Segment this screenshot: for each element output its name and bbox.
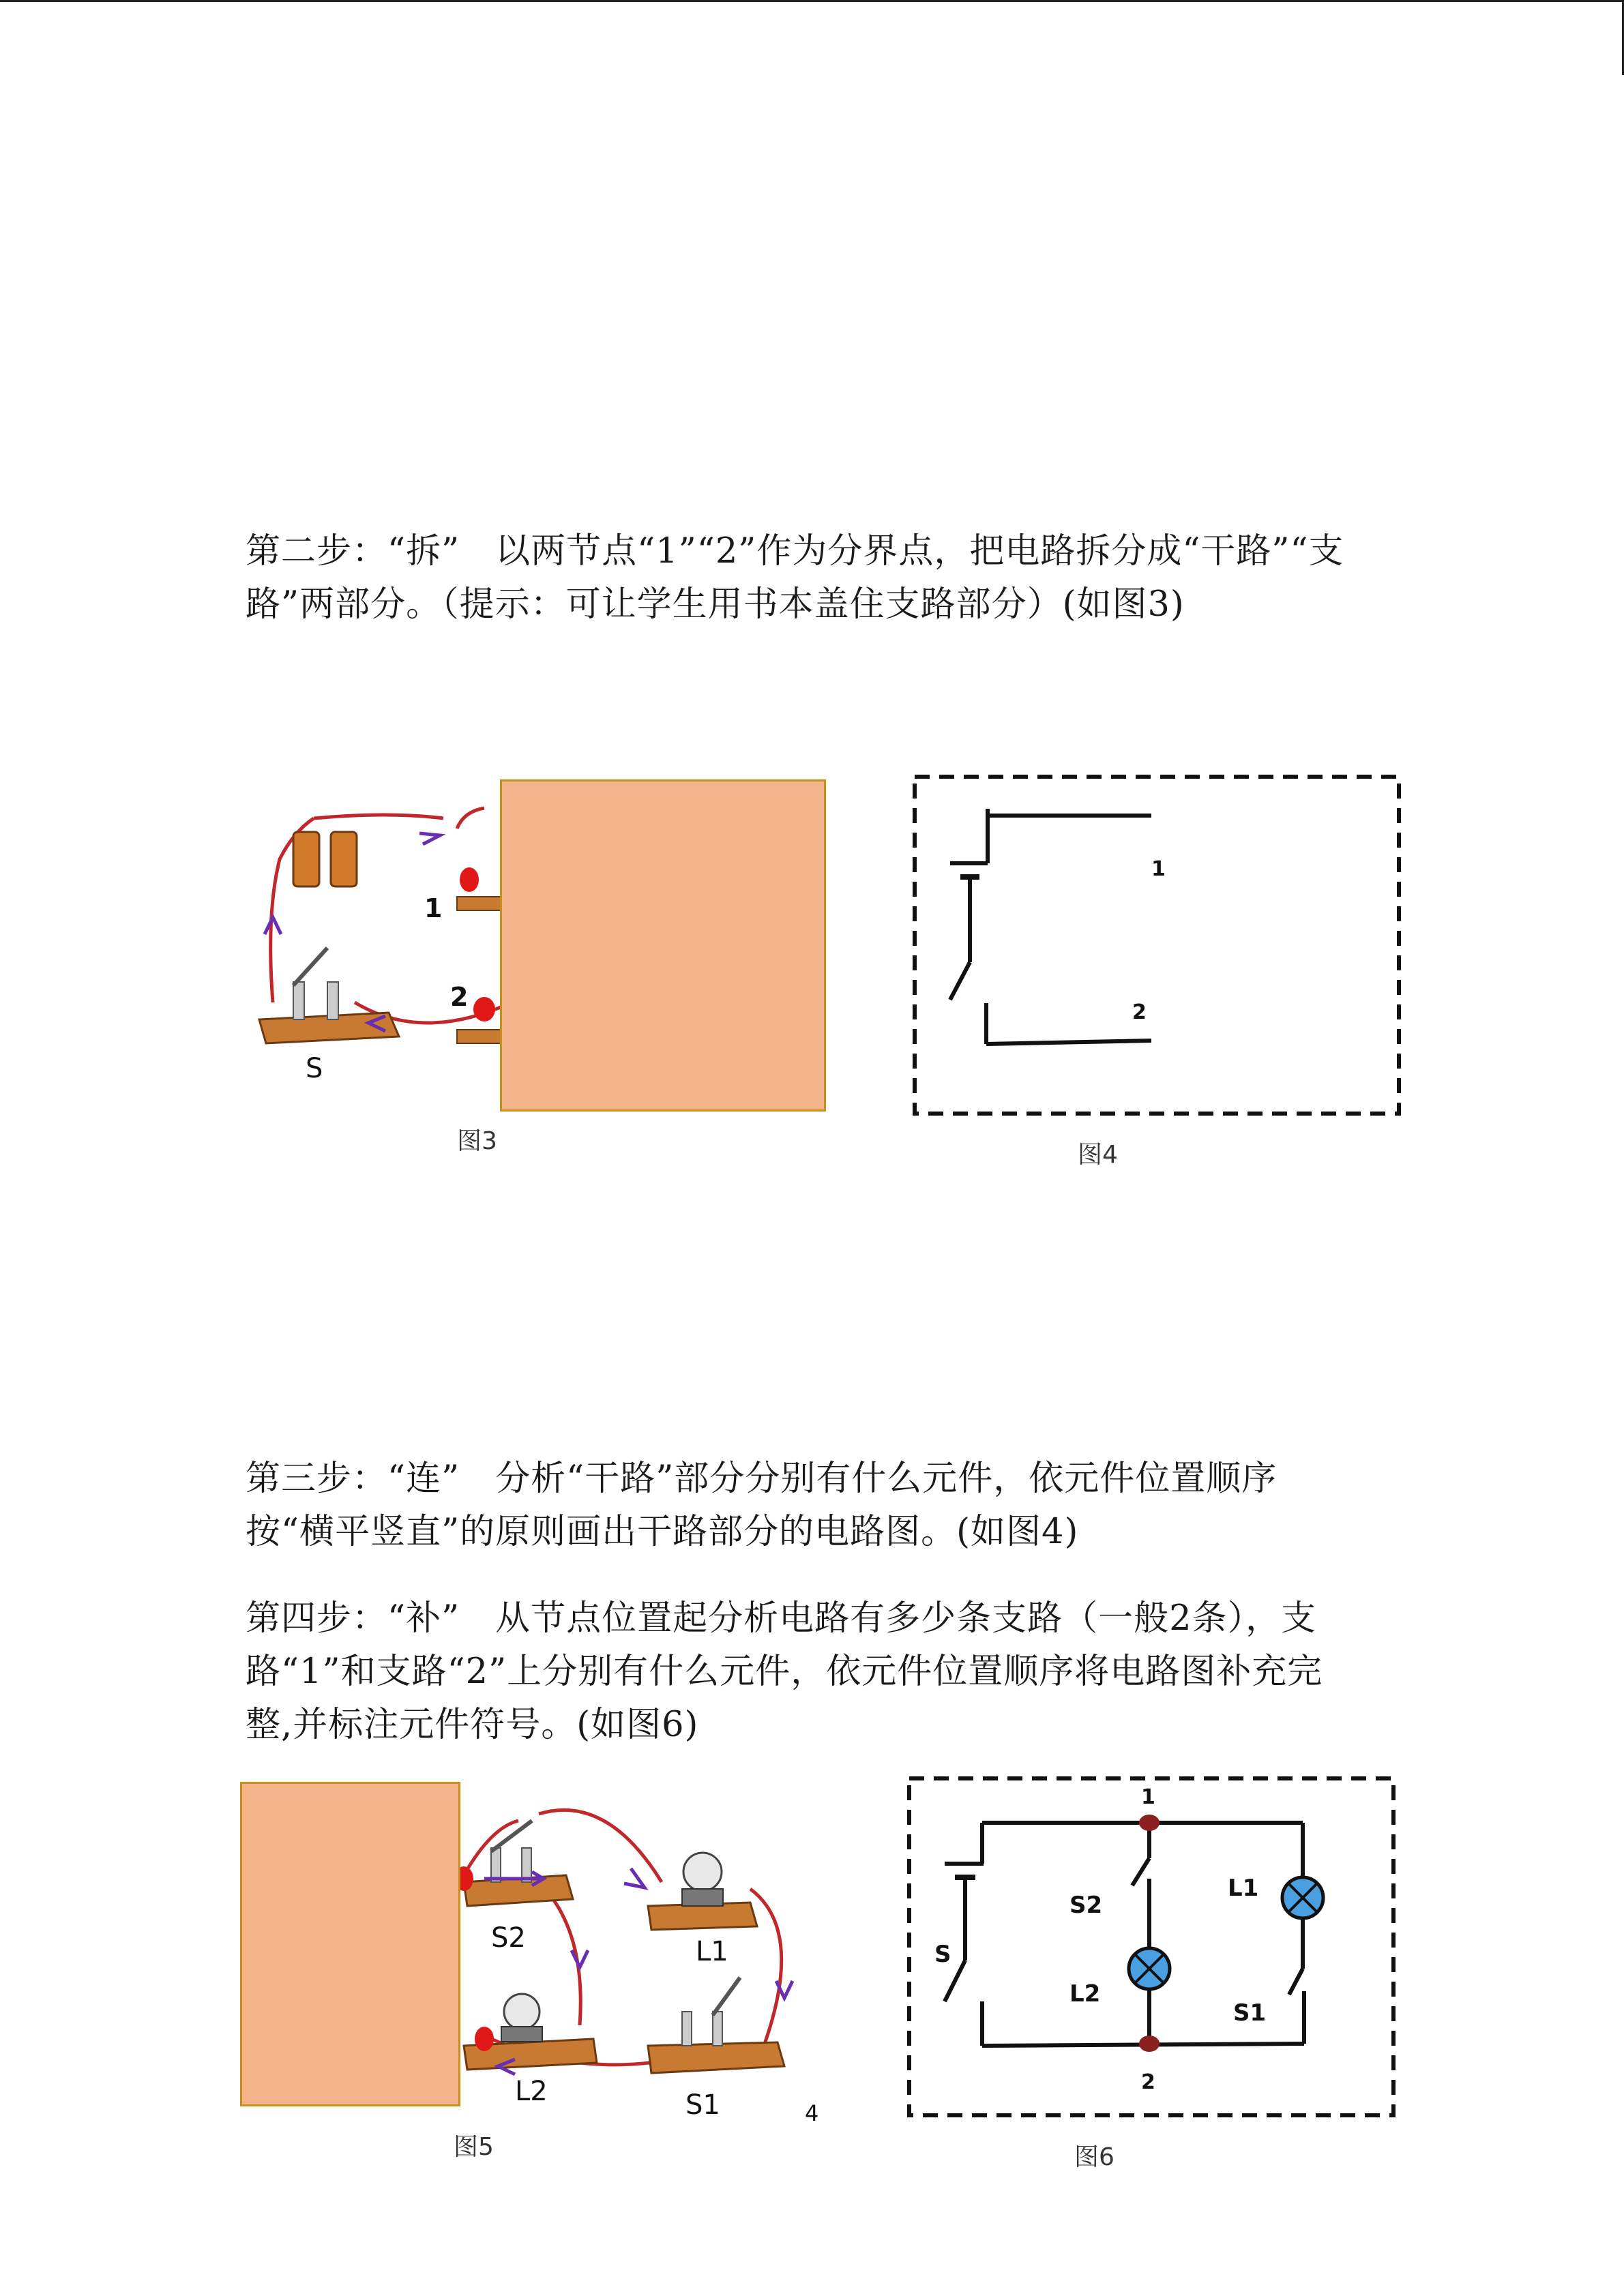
page-top-border — [0, 0, 1624, 2]
node-label-1: 1 — [1151, 857, 1166, 881]
figure-6-caption: 图6 — [1074, 2143, 1114, 2171]
lamp-l1-bulb — [683, 1853, 722, 1891]
label-s1: S1 — [1233, 1999, 1267, 2027]
node-dot-2 — [1139, 2036, 1160, 2052]
wire — [986, 1041, 1151, 1044]
figure-6-circuit — [907, 1776, 1396, 2117]
lamp-l2-socket — [501, 2027, 542, 2042]
figure-4-caption: 图4 — [1078, 1141, 1118, 1169]
label-s1: S1 — [685, 2089, 720, 2121]
lamp-base — [457, 897, 505, 910]
lamp-l2-bulb — [504, 1994, 540, 2029]
figure-5-photo — [450, 1773, 832, 2134]
battery-cell — [293, 832, 319, 886]
book-cover-block — [500, 779, 826, 1112]
switch-lever — [491, 1821, 532, 1851]
switch-s1-blade — [1289, 1969, 1303, 1995]
node-dot — [475, 2027, 494, 2051]
node-dot-1 — [460, 867, 479, 892]
node-label-1: 1 — [1141, 1785, 1155, 1809]
label-l1: L1 — [1228, 1875, 1259, 1902]
step2-paragraph: 第二步：“拆” 以两节点“1”“2”作为分界点，把电路拆分成“干路”“支路”两部分。（提示：可让学生用书本盖住支路部分）(如图3) — [246, 531, 1344, 625]
node-label-2: 2 — [450, 982, 469, 1012]
label-s: S — [934, 1941, 951, 1968]
label-l2: L2 — [515, 2076, 548, 2107]
wire — [750, 1889, 782, 2046]
figure-5-caption: 图5 — [454, 2133, 494, 2161]
figure-3-caption: 图3 — [457, 1127, 497, 1155]
battery-cell — [331, 832, 357, 886]
switch-blade — [950, 962, 970, 1000]
lamp-l1-socket — [682, 1889, 723, 1906]
current-arrow — [419, 833, 440, 844]
current-arrow — [265, 917, 281, 934]
switch-post — [713, 2012, 722, 2046]
step3-paragraph: 第三步：“连” 分析“干路”部分分别有什么元件，依元件位置顺序按“横平竖直”的原则画出干路部分的电路图。(如图4) — [246, 1459, 1278, 1552]
wire — [539, 1810, 662, 1882]
current-arrow — [572, 1950, 588, 1967]
label-l2: L2 — [1069, 1980, 1101, 2008]
figure-4-circuit — [913, 775, 1401, 1116]
switch-post — [327, 982, 338, 1019]
node-label-1: 1 — [424, 893, 443, 923]
node-dot-2 — [473, 997, 495, 1022]
switch-post — [293, 982, 304, 1019]
node-label-2: 2 — [1132, 1000, 1147, 1024]
label-s2: S2 — [491, 1922, 526, 1954]
wire — [457, 808, 484, 829]
label-s2: S2 — [1069, 1892, 1103, 1919]
corner-number: 4 — [805, 2100, 819, 2126]
lamp-base — [457, 1030, 505, 1043]
node-dot-1 — [1139, 1815, 1160, 1831]
step4-paragraph: 第四步：“补” 从节点位置起分析电路有多少条支路（一般2条），支路“1”和支路“2”上分别有什么元件，依元件位置顺序将电路图补充完整,并标注元件符号。(如图6) — [246, 1598, 1323, 1745]
book-cover-block — [240, 1782, 460, 2106]
switch-label-s: S — [306, 1053, 323, 1084]
switch-s2-blade — [1132, 1858, 1149, 1885]
label-l1: L1 — [696, 1936, 728, 1967]
switch-lever — [293, 948, 327, 985]
switch-post — [682, 2012, 692, 2046]
current-arrow — [624, 1868, 645, 1888]
node-label-2: 2 — [1141, 2070, 1155, 2094]
switch-lever — [713, 1978, 740, 2015]
switch-s1-base — [648, 2042, 784, 2073]
wire — [314, 815, 443, 818]
